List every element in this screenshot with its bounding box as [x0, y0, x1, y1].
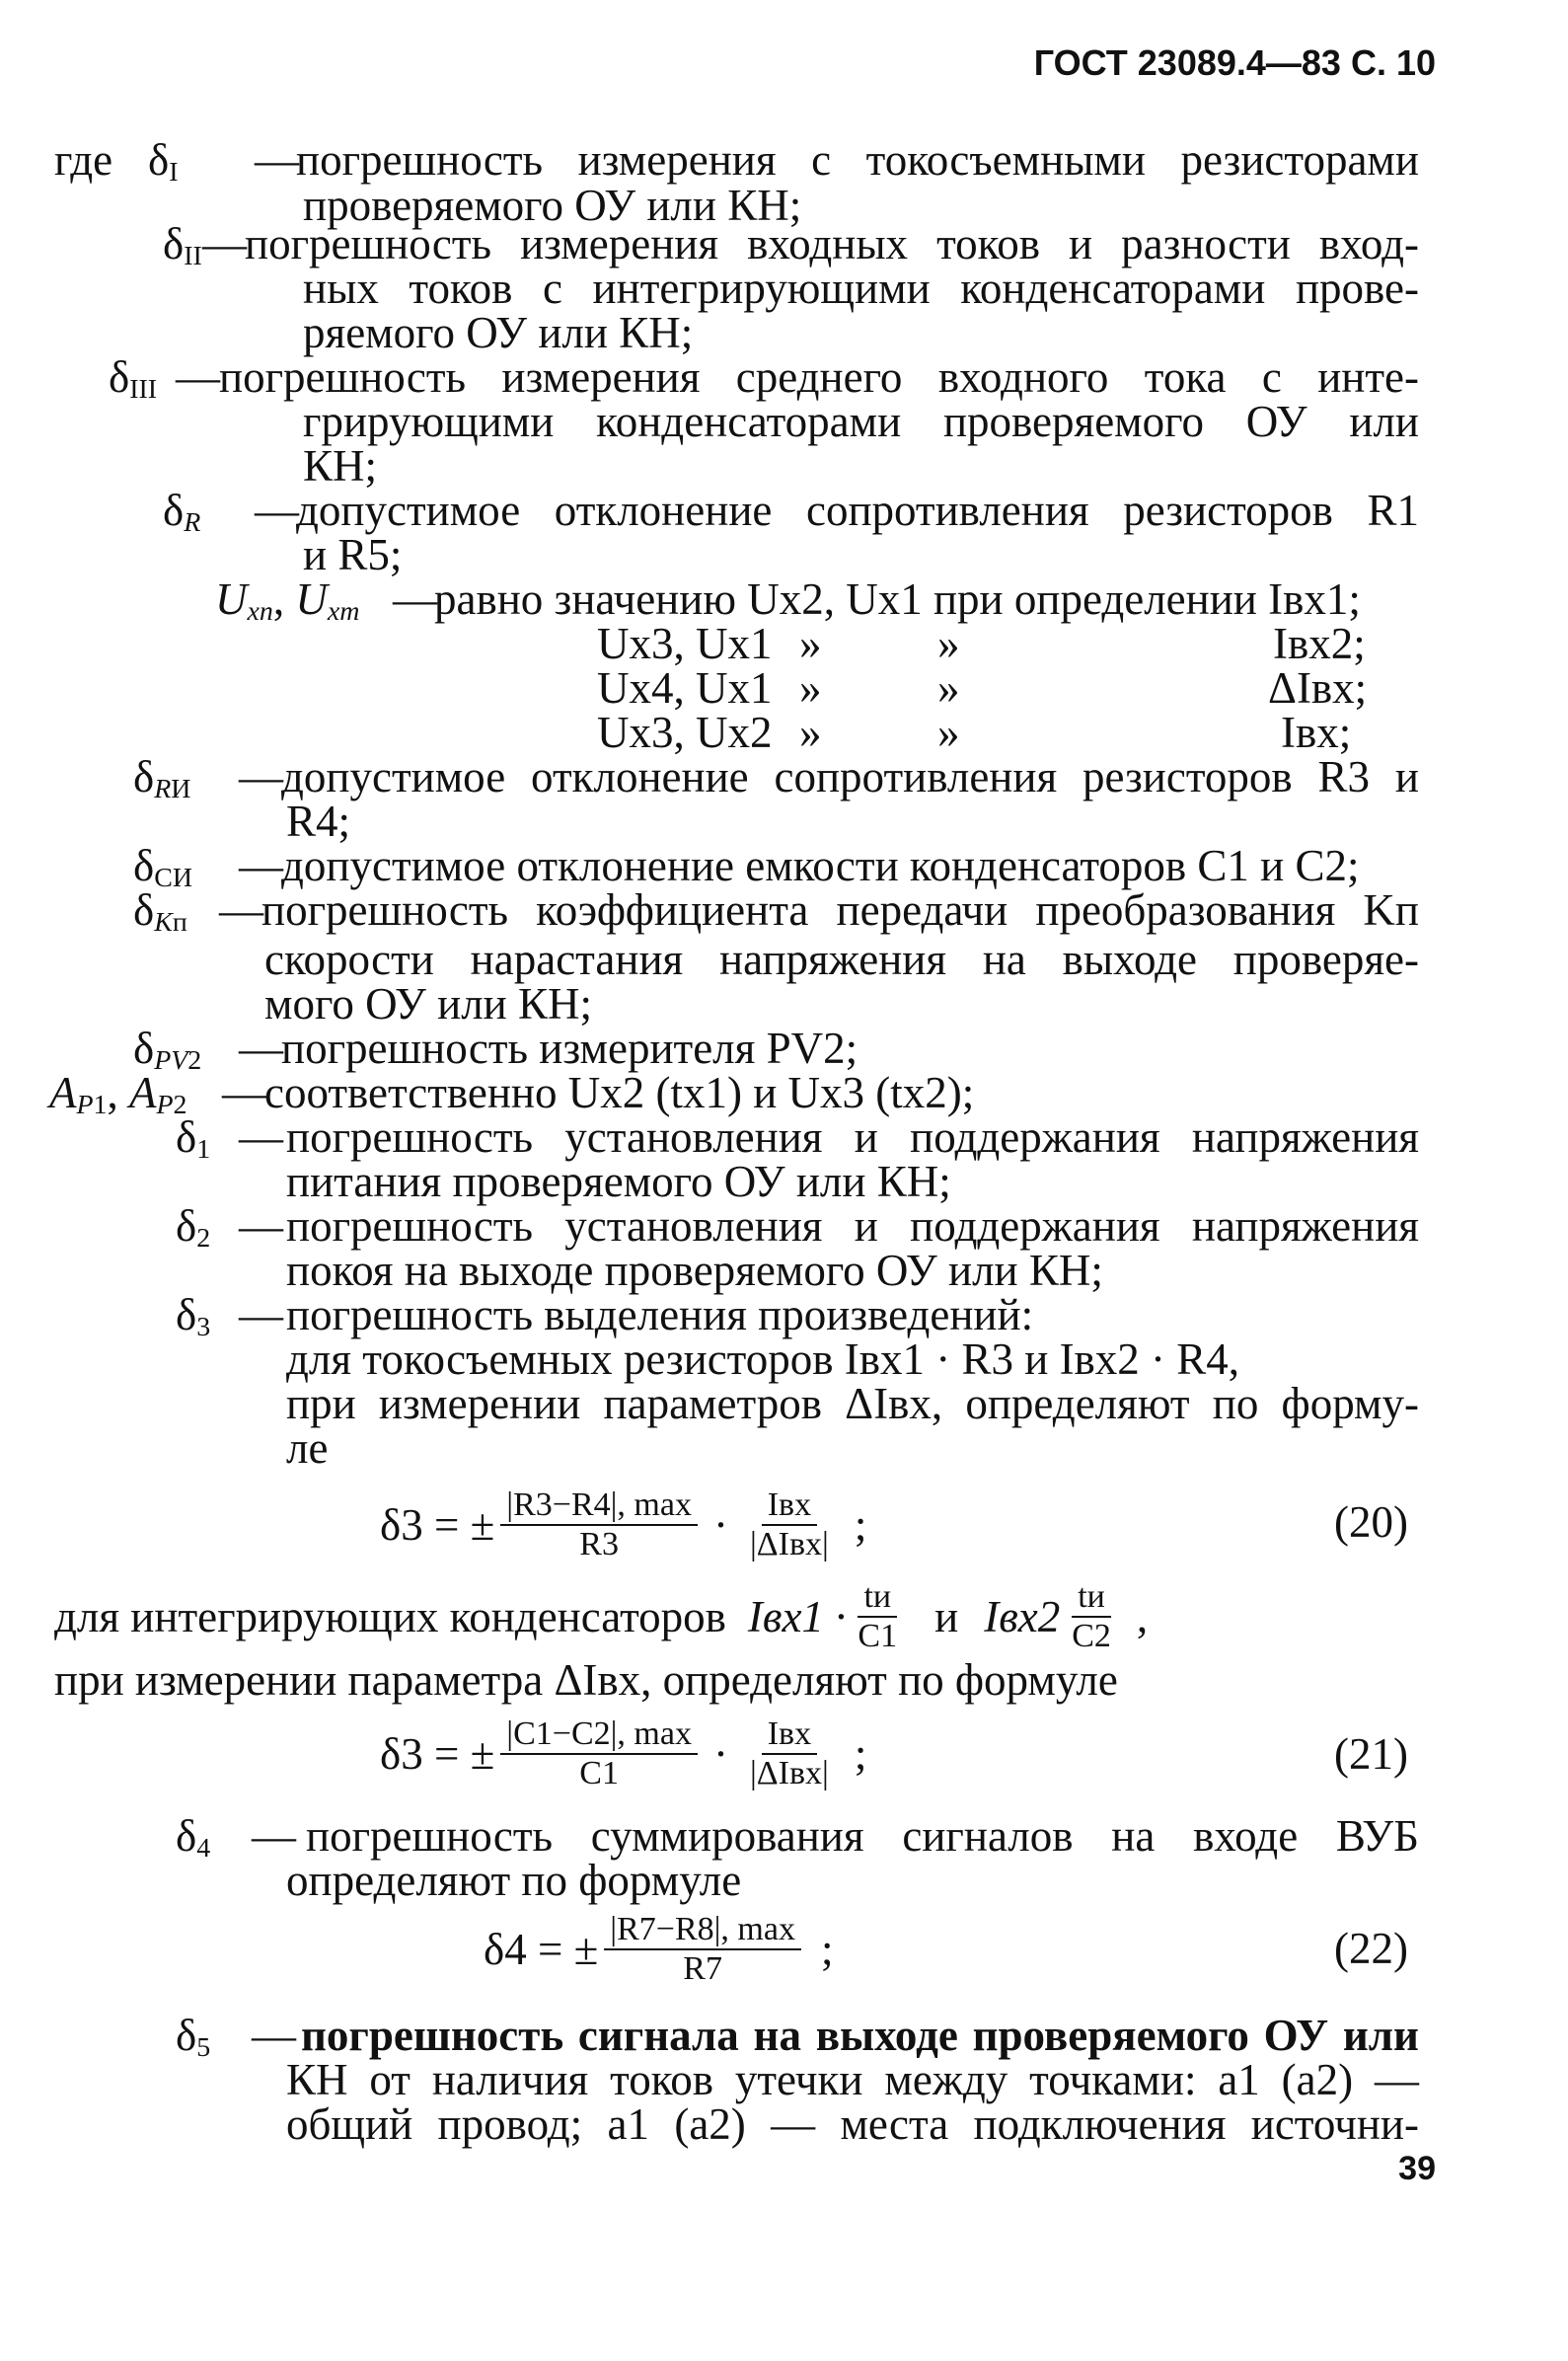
denominator: C1 — [858, 1618, 898, 1654]
dash: — — [222, 1068, 266, 1117]
symbol-delta-si: $\delta_{СИ}$ — [133, 841, 192, 894]
line-1: погрешность установления и поддержания напряжения — [286, 1201, 1419, 1251]
symbol-delta-kp: $\delta_{Kп}$ — [133, 885, 187, 939]
fraction — [744, 1488, 835, 1561]
table-row-col4: Iвх; — [1281, 708, 1352, 757]
line-2: определяют по формуле — [286, 1856, 742, 1905]
dash: — — [239, 752, 283, 801]
formula-22 — [484, 1905, 833, 1994]
symbol-ap1-ap2: $A_{P1}$, $A_{P2}$ — [49, 1068, 187, 1121]
line-1: допустимое отклонение сопротивления резисторов R1 — [296, 486, 1419, 535]
formula-lhs: δ3 = ± — [380, 1499, 495, 1550]
denominator: |ΔIвх| — [749, 1526, 829, 1562]
line-1: погрешность установления и поддержания напряжения — [286, 1112, 1419, 1162]
numerator: tи — [858, 1580, 897, 1618]
line-2: покоя на выходе проверяемого ОУ или КН; — [286, 1246, 1103, 1295]
formula-lhs: δ4 = ± — [484, 1924, 599, 1974]
line-1: погрешность суммирования сигналов на входе ВУБ — [306, 1811, 1419, 1861]
symbol-delta-2: $\delta_2$ — [176, 1201, 211, 1255]
dash: — — [252, 1811, 296, 1861]
line-2: грирующими конденсаторами проверяемого ОУ или — [303, 397, 1419, 446]
dash: — — [393, 574, 437, 624]
dash: — — [255, 135, 299, 185]
line-1: погрешность измерения среднего входного тока с инте- — [219, 352, 1419, 402]
line-2: КН от наличия токов утечки между точками: a1 (a2) — — [286, 2055, 1419, 2104]
fraction — [744, 1717, 835, 1790]
numerator: |C1−C2|, max — [500, 1717, 698, 1755]
dash: — — [239, 841, 283, 890]
line-1: погрешность измерения с токосъемными резисторами — [296, 135, 1419, 185]
capacitors-line — [54, 1577, 1148, 1656]
table-row-col2: » — [799, 708, 822, 757]
table-row-col2: » — [799, 619, 822, 668]
symbol-delta-I: $\delta_I$ — [148, 135, 179, 189]
dash: — — [252, 2011, 296, 2060]
i2: Iвх2 — [984, 1591, 1061, 1641]
line-1: погрешность измерения входных токов и разности вход- — [245, 219, 1419, 268]
line-2: ных токов с интегрирующими конденсаторами прове- — [303, 264, 1419, 313]
symbol-delta-II: $\delta_{II}$ — [163, 219, 202, 272]
line-1: соответственно Ux2 (tx1) и Ux3 (tx2); — [264, 1068, 975, 1117]
denominator: R3 — [579, 1526, 619, 1562]
page-header: ГОСТ 23089.4—83 С. 10 — [1033, 42, 1436, 83]
line-3: КН; — [303, 441, 378, 491]
table-row-col3: » — [937, 663, 960, 713]
fraction — [852, 1580, 903, 1653]
denominator: R7 — [683, 1950, 722, 1987]
dash: — — [239, 1024, 283, 1073]
numerator: |R3−R4|, max — [500, 1488, 698, 1526]
semicolon: ; — [854, 1499, 867, 1550]
numerator: Iвх — [762, 1717, 817, 1755]
line-3: ряемого ОУ или КН; — [303, 308, 694, 357]
dash: — — [176, 352, 220, 402]
fraction — [500, 1488, 698, 1561]
line-1: погрешность измерителя PV2; — [281, 1024, 859, 1073]
table-row-col4: ΔIвх; — [1268, 663, 1368, 713]
dash: — — [219, 885, 263, 935]
line-2: питания проверяемого ОУ или КН; — [286, 1157, 951, 1206]
where-label: где — [54, 135, 113, 185]
table-row-col1: Ux3, Ux2 — [597, 708, 773, 757]
dash: — — [255, 486, 299, 535]
symbol-delta-1: $\delta_1$ — [176, 1112, 211, 1166]
table-row-col2: » — [799, 663, 822, 713]
line-1: допустимое отклонение сопротивления резисторов R3 и — [281, 752, 1419, 801]
page-number: 39 — [1398, 2150, 1436, 2187]
semicolon: ; — [820, 1924, 834, 1974]
line-1: равно значению Ux2, Ux1 при определении Iвх1; — [434, 574, 1361, 624]
line-1: погрешность сигнала на выходе проверяемого ОУ или — [301, 2011, 1419, 2060]
dash: — — [202, 219, 247, 268]
symbol-delta-4: $\delta_4$ — [176, 1811, 211, 1865]
line-3: при измерении параметров ΔIвх, определяют по форму- — [286, 1379, 1419, 1428]
line-2: проверяемого ОУ или КН; — [303, 181, 802, 230]
formula-lhs: δ3 = ± — [380, 1728, 495, 1779]
dash: — — [239, 1290, 283, 1339]
line-1: погрешность коэффициента передачи преобразования Kп — [261, 885, 1419, 935]
symbol-delta-ri: $\delta_{RИ}$ — [133, 752, 191, 805]
denominator: C1 — [579, 1755, 619, 1791]
table-row-col3: » — [937, 619, 960, 668]
line-2: R4; — [286, 797, 351, 846]
text: для интегрирующих конденсаторов — [54, 1591, 726, 1641]
table-row-col1: Ux4, Ux1 — [597, 663, 773, 713]
denominator: C2 — [1072, 1618, 1111, 1654]
equation-number: (21) — [1334, 1729, 1408, 1779]
denominator: |ΔIвх| — [749, 1755, 829, 1791]
symbol-delta-R: $\delta_R$ — [163, 486, 201, 539]
comma: , — [1136, 1591, 1149, 1641]
numerator: tи — [1072, 1580, 1111, 1618]
line-3: мого ОУ или КН; — [264, 979, 593, 1028]
numerator: Iвх — [762, 1488, 817, 1526]
table-row-col3: » — [937, 708, 960, 757]
line-3: общий провод; a1 (a2) — места подключения источни- — [286, 2099, 1419, 2149]
caps-line-2: при измерении параметра ΔIвх, определяют по формуле — [54, 1655, 1118, 1705]
symbol-uxn-uxm: $U_{xn}$, $U_{xm}$ — [215, 574, 360, 628]
symbol-delta-pv2: $\delta_{PV2}$ — [133, 1024, 202, 1077]
semicolon: ; — [854, 1728, 867, 1779]
equation-number: (20) — [1334, 1497, 1408, 1547]
symbol-delta-5: $\delta_5$ — [176, 2011, 211, 2064]
line-1: допустимое отклонение емкости конденсаторов C1 и C2; — [281, 841, 1360, 890]
dash: — — [239, 1112, 283, 1162]
numerator: |R7−R8|, max — [604, 1913, 801, 1950]
line-2: скорости нарастания напряжения на выходе проверяе- — [264, 935, 1419, 984]
fraction — [500, 1717, 698, 1790]
symbol-delta-3: $\delta_3$ — [176, 1290, 211, 1343]
formula-21 — [380, 1710, 866, 1798]
dot: · — [712, 1499, 728, 1550]
table-row-col1: Ux3, Ux1 — [597, 619, 773, 668]
fraction — [604, 1913, 801, 1986]
table-row-col4: Iвх2; — [1273, 619, 1366, 668]
dash: — — [239, 1201, 283, 1251]
line-2: для токосъемных резисторов Iвх1 · R3 и Iвх2 · R4, — [286, 1334, 1240, 1384]
line-4: ле — [286, 1423, 329, 1473]
fraction — [1066, 1580, 1117, 1653]
i1: Iвх1 · — [747, 1591, 847, 1641]
equation-number: (22) — [1334, 1924, 1408, 1973]
dot: · — [712, 1728, 728, 1779]
symbol-delta-III: $\delta_{III}$ — [109, 352, 158, 406]
and: и — [934, 1591, 959, 1641]
line-1: погрешность выделения произведений: — [286, 1290, 1034, 1339]
line-2: и R5; — [303, 530, 403, 579]
formula-20 — [380, 1481, 866, 1569]
